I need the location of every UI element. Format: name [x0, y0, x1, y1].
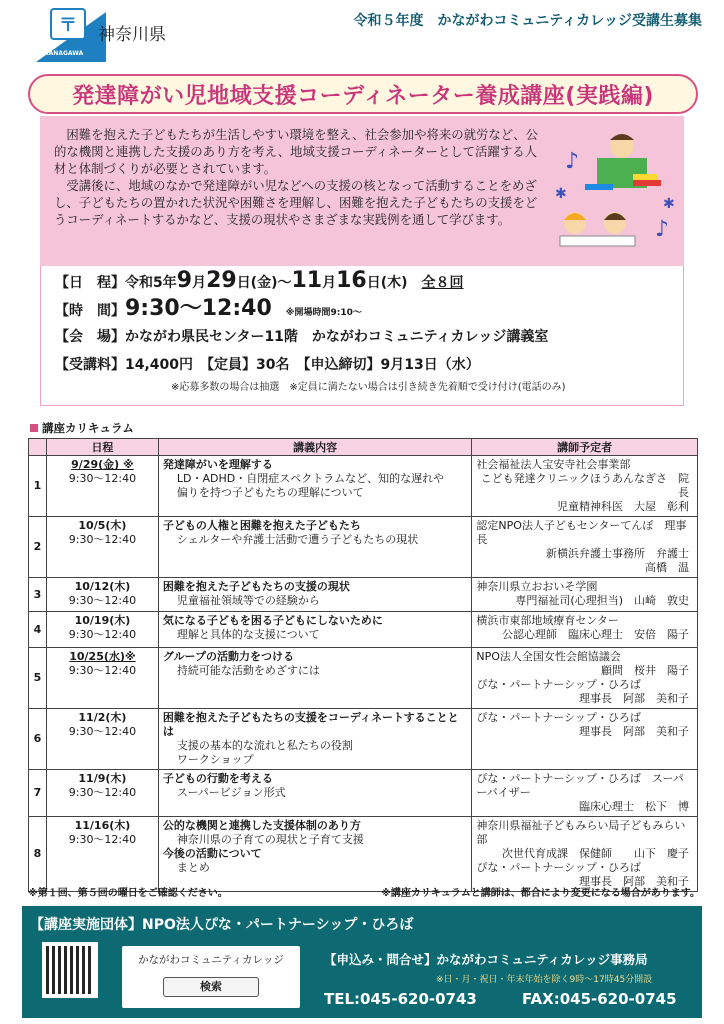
row-content: 発達障がいを理解する LD・ADHD・自閉症スペクトラムなど、知的な遅れや 偏りを持つ子どもたちの理解について [158, 456, 471, 517]
apply-contact: 【申込み・問合せ】かながわコミュニティカレッジ事務局 [324, 952, 648, 967]
curriculum-heading: 講座カリキュラム [30, 420, 134, 436]
row-content: 公的な機関と連携した支援体制のあり方 神奈川県の子育ての現状と子育て支援 今後の活動について まとめ [158, 817, 471, 892]
tel-number[interactable]: TEL:045-620-0743 [324, 990, 477, 1008]
table-row [29, 517, 698, 578]
row-number: 4 [29, 612, 47, 648]
venue-row: 【会 場】かながわ県民センター11階 かながわコミュニティカレッジ講義室 [55, 329, 549, 345]
row-number: 5 [29, 648, 47, 709]
svg-text:♪: ♪ [565, 149, 580, 174]
header-date: 日程 [46, 439, 158, 456]
info-note: ※応募多数の場合は抽選 ※定員に満たない場合は引き続き先着順で受け付け(電話のみ) [171, 382, 566, 393]
row-number: 7 [29, 770, 47, 817]
row-date: 10/12(木) 9:30～12:40 [46, 578, 158, 612]
row-date: 11/2(木) 9:30～12:40 [46, 709, 158, 770]
row-instructor: 横浜市東部地域療育センター 公認心理師 臨床心理士 安倍 陽子 [472, 612, 698, 648]
organizer: 【講座実施団体】NPO法人ぴな・パートナーシップ・ひろば [30, 917, 414, 933]
table-row [29, 648, 698, 709]
schedule-row: 【日 程】令和5年9月29日(金)～11月16日(木) 全８回 [55, 268, 464, 293]
row-content: 困難を抱えた子どもたちの支援をコーディネートすることとは 支援の基本的な流れと私たちの役割 ワークショップ [158, 709, 471, 770]
row-instructor: NPO法人全国女性会館協議会 顧問 桜井 陽子 ぴな・パートナーシップ・ひろば 理事長 阿部 美和子 [472, 648, 698, 709]
row-instructor: 神奈川県立おおいそ学園 専門福祉司(心理担当) 山崎 敦史 [472, 578, 698, 612]
main-title: 発達障がい児地域支援コーディネーター養成講座(実践編) [28, 74, 698, 114]
curriculum-table [28, 438, 698, 892]
footnote-left: ※第１回、第５回の曜日をご確認ください。 [28, 888, 228, 899]
table-row [29, 817, 698, 892]
fax-number: FAX:045-620-0745 [522, 990, 677, 1008]
row-instructor: ぴな・パートナーシップ・ひろば 理事長 阿部 美和子 [472, 709, 698, 770]
row-date: 11/9(木) 9:30～12:40 [46, 770, 158, 817]
info-box [40, 266, 684, 406]
qr-code-icon[interactable] [42, 942, 98, 998]
row-date: 10/25(水)※ 9:30～12:40 [46, 648, 158, 709]
search-box [122, 946, 300, 1008]
row-number: 8 [29, 817, 47, 892]
table-row [29, 709, 698, 770]
row-number: 6 [29, 709, 47, 770]
row-content: 子どもの行動を考える スーパービジョン形式 [158, 770, 471, 817]
footnote-right: ※講座カリキュラムと講師は、都合により変更になる場合があります。 [381, 888, 700, 899]
row-content: 気になる子どもを困る子どもにしないために 理解と具体的な支援について [158, 612, 471, 648]
row-content: 子どもの人権と困難を抱えた子どもたち シェルターや弁護士活動で遭う子どもたちの現状 [158, 517, 471, 578]
intro-paragraph-1: 困難を抱えた子どもたちが生活しやすい環境を整え、社会参加や将来の就労など、公的な機関と連携した支援のあり方を考え、地域支援コーディネーターとして活躍する人材と体制づくりが必要とされています。 [54, 127, 538, 176]
fee-row: 【受講料】14,400円 【定員】30名 【申込締切】9月13日（水） [55, 357, 480, 373]
table-row [29, 456, 698, 517]
row-number: 2 [29, 517, 47, 578]
search-button[interactable]: 検索 [163, 977, 259, 997]
row-instructor: 社会福祉法人宝安寺社会事業部 こども発達クリニックほうあんなぎさ 院長 児童精神科医 大屋 彰利 [472, 456, 698, 517]
children-illustration-icon [545, 128, 685, 258]
row-content: グループの活動力をつける 持続可能な活動をめざすには [158, 648, 471, 709]
row-date: 9/29(金) ※ 9:30～12:40 [46, 456, 158, 517]
svg-text:✱: ✱ [555, 186, 567, 202]
bottom-panel [22, 906, 702, 1018]
header-title: 令和５年度 かながわコミュニティカレッジ受講生募集 [353, 13, 702, 29]
apply-hours: ※日・月・祝日・年末年始を除く9時～17時45分開設 [436, 975, 653, 985]
search-title: かながわコミュニティカレッジ [138, 954, 284, 966]
row-date: 10/5(木) 9:30～12:40 [46, 517, 158, 578]
row-instructor: 認定NPO法人子どもセンターてんぽ 理事長 新横浜弁護士事務所 弁護士 高橋 温 [472, 517, 698, 578]
table-row [29, 578, 698, 612]
intro-paragraph-2: 受講後に、地域のなかで発達障がい児などへの支援の核となって活動することをめざし、子どもたちの置かれた状況や困難さを理解し、困難を抱えた子どもたちの支援をどうコーディネートするかなど、支援の現状やさまざまな実践例を通して学びます。 [54, 178, 538, 227]
svg-text:✱: ✱ [663, 196, 675, 212]
header-instructor: 講師予定者 [472, 439, 698, 456]
row-date: 11/16(木) 9:30～12:40 [46, 817, 158, 892]
kanagawa-emblem-icon: 〒 [50, 8, 86, 40]
table-row [29, 612, 698, 648]
prefecture-name: 神奈川県 [98, 25, 166, 45]
row-instructor: 神奈川県福祉子どもみらい局子どもみらい部 次世代育成課 保健師 山下 慶子 ぴな・パートナーシップ・ひろば 理事長 阿部 美和子 [472, 817, 698, 892]
table-row [29, 770, 698, 817]
row-number: 1 [29, 456, 47, 517]
time-row: 【時 間】9:30～12:40 ※開場時間9:10～ [55, 296, 362, 321]
table-header-row [29, 439, 698, 456]
row-date: 10/19(木) 9:30～12:40 [46, 612, 158, 648]
row-instructor: ぴな・パートナーシップ・ひろば スーパーバイザー 臨床心理士 松下 博 [472, 770, 698, 817]
logo-en: KANAGAWA [44, 50, 84, 57]
row-number: 3 [29, 578, 47, 612]
row-content: 困難を抱えた子どもたちの支援の現状 児童福祉領域等での経験から [158, 578, 471, 612]
svg-text:♪: ♪ [655, 217, 670, 242]
header-content: 講義内容 [158, 439, 471, 456]
